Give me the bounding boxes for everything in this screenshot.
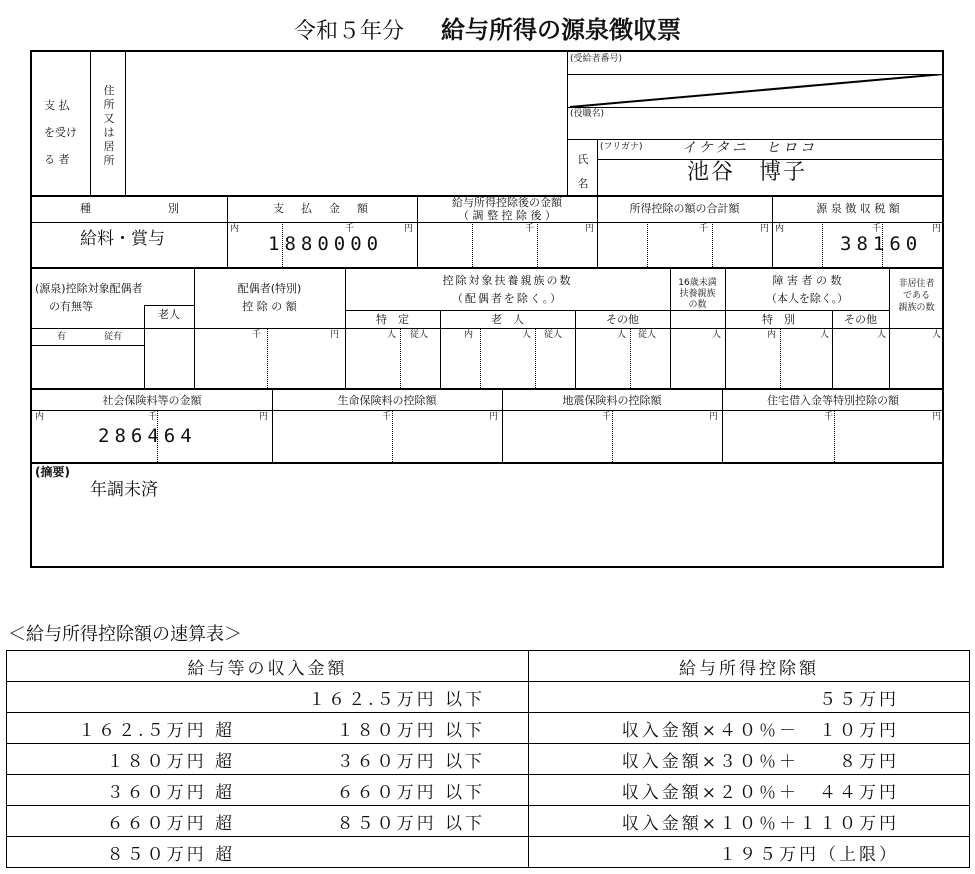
unit-jyu-nin: 従人 (638, 330, 657, 340)
divider (125, 52, 126, 196)
divider (780, 328, 781, 388)
type-value: 給料・賞与 (80, 229, 165, 249)
address-label: 住 所 又 は 居 所 (103, 84, 115, 167)
type-header: 種 別 (80, 202, 179, 215)
social-insurance-header: 社会保険料等の金額 (102, 394, 202, 407)
income-from: １８０万円 超 (106, 751, 235, 772)
divider (144, 305, 194, 306)
unit-jyu-nin: 従人 (410, 330, 429, 340)
unit-sen: 千 (252, 330, 262, 340)
page-title (0, 10, 975, 45)
unit-sen: 千 (382, 412, 392, 422)
recipient-number-slash (570, 74, 944, 107)
deduction-cell: 収入金額×１０％＋１１０万円 (529, 806, 970, 837)
divider (567, 107, 944, 108)
jyu-yu-label: 従有 (104, 332, 123, 342)
under16-header: 16歳未満 扶養親族 の数 (678, 278, 717, 310)
divider (537, 222, 538, 267)
payment-header: 支 払 金 額 (273, 202, 371, 215)
disabled-other-label: その他 (844, 313, 877, 326)
divider (400, 328, 401, 388)
unit-en: 円 (932, 224, 942, 234)
table-row (7, 744, 970, 775)
unit-jyu-nin: 従人 (544, 330, 563, 340)
unit-sen: 千 (345, 224, 355, 234)
elderly-label: 老人 (158, 308, 180, 321)
roujin-label: 老 人 (491, 313, 524, 326)
income-to: ６６０万円 以下 (336, 782, 485, 803)
quick-table-title: ＜給与所得控除額の速算表＞ (8, 624, 242, 645)
unit-en: 円 (404, 224, 414, 234)
unit-nin: 人 (522, 330, 532, 340)
spouse-header: (源泉)控除対象配偶者 の有無等 (35, 282, 143, 313)
deduction-cell: 収入金額×３０％＋ ８万円 (529, 744, 970, 775)
deduction-cell: ５５万円 (529, 682, 970, 713)
payee-label: 支 払 を受け る 者 (44, 99, 77, 166)
divider (32, 328, 944, 329)
income-to: ８５０万円 以下 (336, 813, 485, 834)
unit-nin: 人 (932, 330, 942, 340)
unit-sen: 千 (824, 412, 834, 422)
table-row (7, 775, 970, 806)
divider (32, 388, 944, 390)
unit-en: 円 (709, 412, 719, 422)
withholding-value: 38160 (840, 233, 923, 255)
earthquake-header: 地震保険料の控除額 (562, 394, 662, 407)
summary-text: 年調未済 (90, 480, 158, 500)
divider (834, 410, 835, 462)
unit-uchi: 内 (464, 330, 474, 340)
column-header: 給与所得控除額 (529, 651, 970, 682)
unit-en: 円 (259, 412, 269, 422)
unit-uchi: 内 (230, 224, 240, 234)
divider (32, 267, 944, 269)
unit-uchi: 内 (767, 330, 777, 340)
table-row (7, 806, 970, 837)
table-row (7, 682, 970, 713)
income-to: １８０万円 以下 (336, 720, 485, 741)
unit-nin: 人 (617, 330, 627, 340)
divider (267, 328, 268, 388)
disabled-header: 障 害 者 の 数 （本人を除く。） (765, 274, 849, 305)
housing-loan-header: 住宅借入金等特別控除の額 (767, 394, 899, 407)
deduction-cell: 収入金額×２０％＋ ４４万円 (529, 775, 970, 806)
divider (345, 310, 725, 311)
unit-sen: 千 (148, 412, 158, 422)
quick-calc-table (6, 650, 970, 868)
payment-value: 1880000 (268, 233, 384, 255)
summary-label: (摘要) (35, 465, 70, 479)
income-from: １６２.５万円 超 (78, 720, 235, 741)
divider (90, 52, 91, 196)
divider (597, 139, 598, 196)
name-label: 氏 名 (577, 153, 589, 190)
divider (535, 328, 536, 388)
divider (32, 462, 944, 464)
unit-nin: 人 (712, 330, 722, 340)
unit-sen: 千 (699, 224, 709, 234)
income-from: ６６０万円 超 (106, 813, 235, 834)
title-main: 給与所得の源泉徴収票 (441, 16, 681, 44)
divider (480, 328, 481, 388)
furigana-value: イケタニ ヒロコ (682, 140, 818, 156)
income-to: ３６０万円 以下 (336, 751, 485, 772)
unit-en: 円 (760, 224, 770, 234)
table-row (7, 713, 970, 744)
divider (32, 345, 144, 346)
title-period: 令和５年分 (293, 19, 404, 44)
income-to: １６２.５万円 以下 (308, 689, 485, 710)
spouse-special-header: 配偶者(特別) 控 除 の 額 (237, 282, 302, 313)
divider (822, 222, 823, 267)
income-from: ３６０万円 超 (106, 782, 235, 803)
furigana-label: (フリガナ) (600, 142, 643, 152)
withholding-slip-form (30, 50, 944, 568)
sonota-label: その他 (606, 313, 639, 326)
unit-uchi: 内 (35, 412, 45, 422)
unit-en: 円 (489, 412, 499, 422)
divider (725, 310, 889, 311)
deduction-cell: 収入金額×４０％－ １０万円 (529, 713, 970, 744)
life-insurance-header: 生命保険料の控除額 (337, 394, 437, 407)
column-header: 給与等の収入金額 (7, 651, 529, 682)
unit-uchi: 内 (775, 224, 785, 234)
unit-sen: 千 (525, 224, 535, 234)
divider (32, 222, 944, 223)
divider (472, 222, 473, 267)
divider (630, 328, 631, 388)
tokutei-label: 特 定 (376, 313, 409, 326)
unit-en: 円 (330, 330, 340, 340)
recipient-number-label: (受給者番号) (570, 54, 623, 64)
withholding-header: 源 泉 徴 収 税 額 (816, 202, 900, 215)
social-insurance-value: 286464 (98, 425, 197, 447)
unit-en: 円 (585, 224, 595, 234)
total-deduction-header: 所得控除の額の合計額 (629, 202, 740, 215)
divider (712, 222, 713, 267)
nonresident-header: 非居住者 である 親族の数 (898, 279, 935, 313)
divider (32, 410, 944, 411)
unit-nin: 人 (820, 330, 830, 340)
position-label: (役職名) (570, 109, 605, 119)
deduction-cell: １９５万円（上限） (529, 837, 970, 868)
tokubetsu-label: 特 別 (762, 313, 795, 326)
table-header-row (7, 651, 970, 682)
income-from: ８５０万円 超 (106, 844, 235, 865)
unit-nin: 人 (387, 330, 397, 340)
yu-label: 有 (57, 332, 67, 342)
unit-sen: 千 (602, 412, 612, 422)
unit-sen: 千 (872, 224, 882, 234)
unit-nin: 人 (877, 330, 887, 340)
divider (612, 410, 613, 462)
divider (647, 222, 648, 267)
table-row (7, 837, 970, 868)
after-deduction-header: 給与所得控除後の金額 （ 調 整 控 除 後 ） (452, 196, 562, 222)
payee-name: 池谷 博子 (687, 160, 808, 185)
unit-en: 円 (932, 412, 942, 422)
dependents-header: 控除対象扶養親族の数 （配偶者を除く。） (442, 274, 573, 305)
divider (392, 410, 393, 462)
